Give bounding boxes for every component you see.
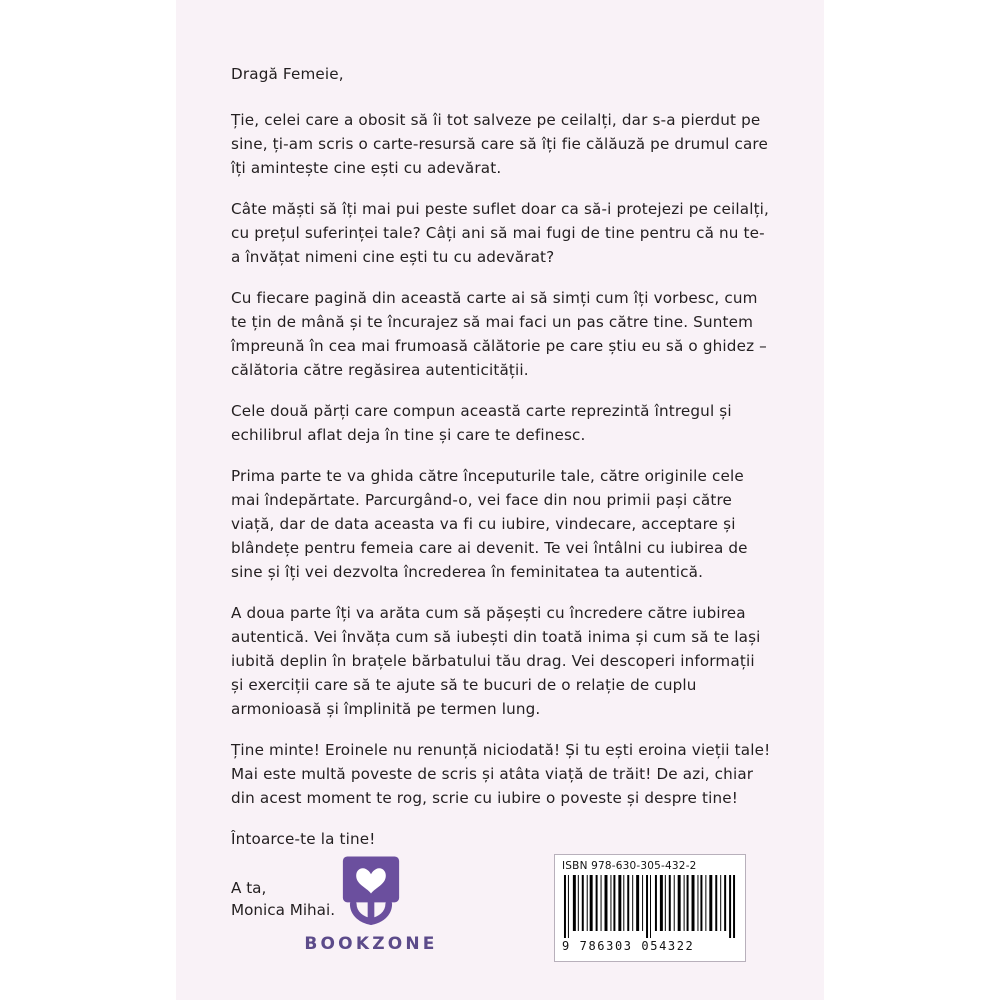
publisher-name: BOOKZONE <box>304 934 438 954</box>
open-book-heart-icon <box>334 852 408 926</box>
signoff-author: Monica Mihai. <box>231 901 336 920</box>
publisher-logo <box>271 852 471 954</box>
signoff-closing: A ta, <box>231 879 267 898</box>
book-back-cover <box>176 0 824 1000</box>
letter-paragraph-4: Cele două părți care compun această carte reprezintă întregul și echilibrul aflat deja în tine și care te definesc. <box>231 402 732 445</box>
letter-paragraph-5: Prima parte te va ghida către începuturile tale, către originile cele mai îndepărtate. Parcurgând-o, vei face din nou primii pași către viață, dar de data aceasta va fi cu iubire, vindecare, acceptare și blândețe pentru femeia care ai devenit. Te vei întâlni cu iubirea de sine și îți vei dezvolta încrederea în feminitatea ta autentică. <box>231 467 748 582</box>
letter-paragraph-1: Ție, celei care a obosit să îi tot salveze pe ceilalți, dar s-a pierdut pe sine, ți-am scris o carte-resursă care să îți fie călăuză pe drumul care îți amintește cine ești cu adevărat. <box>231 111 768 178</box>
letter-paragraph-2: Câte măști să îți mai pui peste suflet doar ca să-i protejezi pe ceilalți, cu prețul suferinței tale? Câți ani să mai fugi de tine pentru că nu te-a învățat nimeni cine ești tu cu adevărat? <box>231 200 770 267</box>
letter-closing-call: Întoarce-te la tine! <box>231 830 376 849</box>
isbn-label: ISBN 978-630-305-432-2 <box>562 860 697 872</box>
letter-salutation: Dragă Femeie, <box>231 65 344 83</box>
letter-paragraph-3: Cu fiecare pagină din această carte ai să simți cum îți vorbesc, cum te țin de mână și te încurajez să mai faci un pas către tine. Suntem împreună în cea mai frumoasă călătorie pe care știu eu să o ghidez – călătoria către regăsirea autenticității. <box>231 289 767 380</box>
barcode-bars-icon <box>562 875 738 938</box>
letter-body <box>231 62 771 921</box>
barcode-digits: 9 786303 054322 <box>562 939 695 953</box>
letter-paragraph-6: A doua parte îți va arăta cum să pășești cu încredere către iubirea autentică. Vei învăța cum să iubești din toată inima și cum să te lași iubită deplin în brațele bărbatului tău drag. Vei descoperi informații și exerciții care să te ajute să te bucuri de o relație de cuplu armonioasă și împlinită pe termen lung. <box>231 604 761 719</box>
letter-paragraph-7: Ține minte! Eroinele nu renunță niciodată! Și tu ești eroina vieții tale! Mai este multă poveste de scris și atâta viață de trăit! De azi, chiar din acest moment te rog, scrie cu iubire o poveste și despre tine! <box>231 741 771 808</box>
isbn-barcode-block <box>554 854 746 962</box>
